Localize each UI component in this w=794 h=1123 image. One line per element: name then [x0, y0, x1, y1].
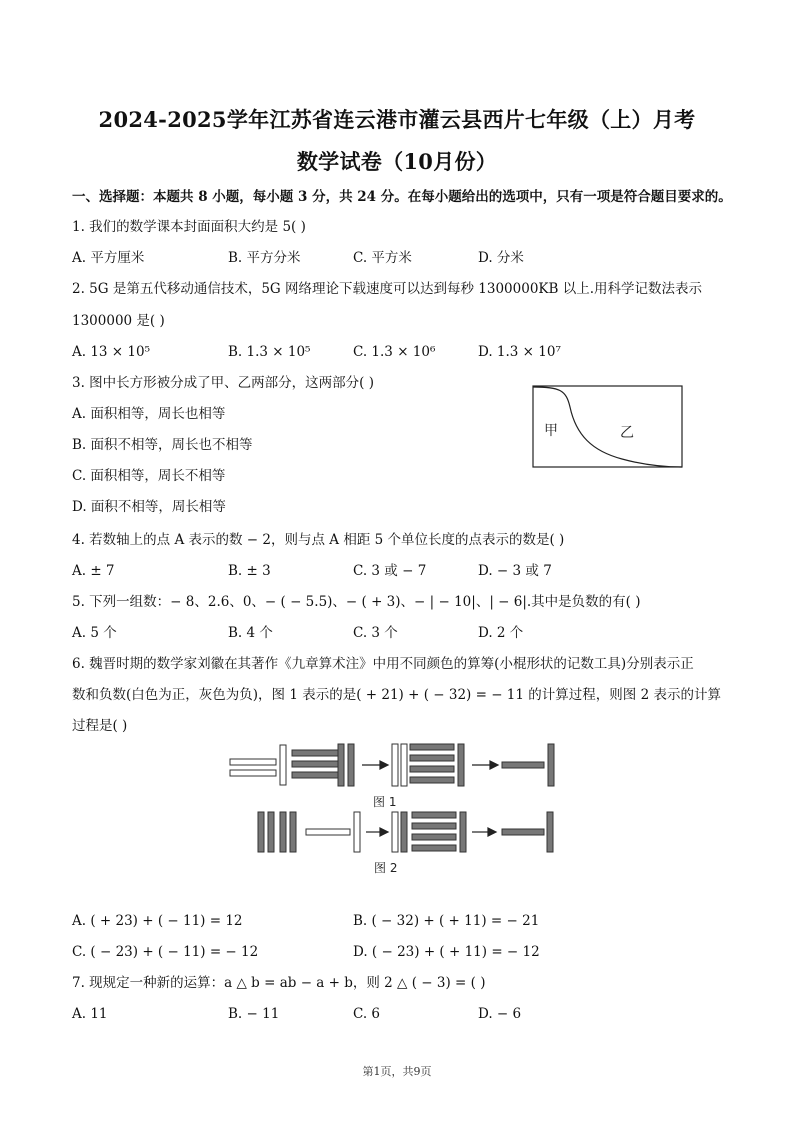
q3-option-c: C. 面积相等，周长不相等 — [72, 468, 226, 484]
q2-option-c: C. 1.3 × 10⁶ — [353, 344, 436, 360]
q2-option-d: D. 1.3 × 10⁷ — [478, 344, 561, 360]
figure-1-caption: 图 1 — [373, 795, 397, 809]
q6-option-d: D. ( − 23) + ( + 11) = − 12 — [353, 944, 540, 960]
rod-white-vertical — [354, 812, 360, 852]
q6-option-b: B. ( − 32) + ( + 11) = − 21 — [353, 913, 540, 929]
q6-figure-1 — [228, 740, 558, 810]
q3-rectangle-figure — [532, 385, 684, 469]
q5-option-d: D. 2 个 — [478, 625, 524, 641]
rod-gray-vertical — [280, 812, 286, 852]
figure-label-jia: 甲 — [544, 423, 558, 439]
exam-subtitle: 数学试卷（10月份） — [296, 149, 498, 174]
q1-option-c: C. 平方米 — [353, 250, 412, 266]
arrow-icon — [472, 828, 496, 836]
rod-white-horizontal — [306, 829, 350, 835]
rod-gray-horizontal — [412, 834, 456, 840]
rod-gray-horizontal — [292, 761, 340, 767]
rod-gray-horizontal — [410, 744, 454, 750]
rod-white-horizontal — [230, 770, 276, 776]
q7-option-b: B. − 11 — [228, 1006, 280, 1022]
q6-option-a: A. ( + 23) + ( − 11) = 12 — [72, 913, 243, 929]
q2-option-a: A. 13 × 10⁵ — [72, 344, 150, 360]
question-4-stem: 4. 若数轴上的点 A 表示的数 − 2，则与点 A 相距 5 个单位长度的点表示的数是( ) — [72, 532, 565, 548]
q7-option-d: D. − 6 — [478, 1006, 522, 1022]
question-2-stem-line2: 1300000 是( ) — [72, 313, 165, 329]
rod-white-horizontal — [230, 759, 276, 765]
rod-white-vertical — [392, 744, 398, 786]
q4-option-d: D. − 3 或 7 — [478, 563, 552, 579]
q3-option-b: B. 面积不相等，周长也不相等 — [72, 437, 253, 453]
question-6-stem-line2: 数和负数(白色为正，灰色为负)，图 1 表示的是( + 21) + ( − 32) = − 11 的计算过程，则图 2 表示的计算 — [72, 687, 721, 703]
rod-gray-horizontal — [412, 812, 456, 818]
rod-gray-horizontal — [502, 762, 544, 768]
q5-option-a: A. 5 个 — [72, 625, 117, 641]
exam-title: 2024-2025学年江苏省连云港市灌云县西片七年级（上）月考 — [98, 107, 696, 132]
section-heading: 一、选择题：本题共 8 小题，每小题 3 分，共 24 分。在每小题给出的选项中，只有一项是符合题目要求的。 — [72, 189, 732, 205]
q4-option-a: A. ± 7 — [72, 563, 115, 579]
rod-gray-vertical — [338, 744, 344, 786]
rod-white-vertical — [392, 812, 398, 852]
arrow-icon — [472, 761, 498, 769]
rod-gray-vertical — [348, 744, 354, 786]
q1-option-a: A. 平方厘米 — [72, 250, 145, 266]
rod-gray-horizontal — [502, 829, 544, 835]
page-footer: 第1页，共9页 — [362, 1065, 432, 1078]
rod-gray-vertical — [258, 812, 264, 852]
q3-option-d: D. 面积不相等，周长相等 — [72, 499, 226, 515]
rod-gray-horizontal — [412, 845, 456, 851]
figure-label-yi: 乙 — [620, 425, 634, 441]
question-6-stem-line1: 6. 魏晋时期的数学家刘徽在其著作《九章算术注》中用不同颜色的算筹(小棍形状的记数工具)分别表示正 — [72, 656, 694, 672]
q6-figure-2 — [256, 810, 556, 880]
arrow-icon — [362, 761, 388, 769]
q7-option-a: A. 11 — [72, 1006, 108, 1022]
rod-gray-vertical — [401, 812, 407, 852]
rod-gray-horizontal — [410, 766, 454, 772]
rod-gray-vertical — [460, 812, 466, 852]
question-2-stem-line1: 2. 5G 是第五代移动通信技术，5G 网络理论下载速度可以达到每秒 1300000KB 以上.用科学记数法表示 — [72, 281, 703, 297]
q1-option-b: B. 平方分米 — [228, 250, 301, 266]
rod-gray-vertical — [548, 744, 554, 786]
q4-option-c: C. 3 或 − 7 — [353, 563, 427, 579]
question-6-stem-line3: 过程是( ) — [72, 718, 128, 734]
rod-gray-horizontal — [410, 755, 454, 761]
rod-gray-horizontal — [410, 777, 454, 783]
rod-gray-vertical — [458, 744, 464, 786]
rod-gray-vertical — [547, 812, 553, 852]
rod-gray-horizontal — [292, 772, 340, 778]
q4-option-b: B. ± 3 — [228, 563, 271, 579]
question-1-stem: 1. 我们的数学课本封面面积大约是 5( ) — [72, 219, 306, 235]
question-5-stem: 5. 下列一组数：− 8、2.6、0、− ( − 5.5)、− ( + 3)、− | − 10|、| − 6|.其中是负数的有( ) — [72, 594, 641, 610]
q5-option-c: C. 3 个 — [353, 625, 398, 641]
rod-gray-horizontal — [412, 823, 456, 829]
q2-option-b: B. 1.3 × 10⁵ — [228, 344, 311, 360]
arrow-icon — [366, 828, 388, 836]
rod-gray-vertical — [290, 812, 296, 852]
rod-gray-horizontal — [292, 750, 340, 756]
q5-option-b: B. 4 个 — [228, 625, 273, 641]
rod-white-vertical — [280, 745, 286, 785]
q6-option-c: C. ( − 23) + ( − 11) = − 12 — [72, 944, 259, 960]
question-3-stem: 3. 图中长方形被分成了甲、乙两部分，这两部分( ) — [72, 375, 374, 391]
figure-2-caption: 图 2 — [374, 861, 398, 875]
q3-option-a: A. 面积相等，周长也相等 — [72, 406, 226, 422]
q1-option-d: D. 分米 — [478, 250, 524, 266]
q7-option-c: C. 6 — [353, 1006, 381, 1022]
rod-white-vertical — [401, 744, 407, 786]
question-7-stem: 7. 现规定一种新的运算：a △ b = ab − a + b，则 2 △ ( − 3) = ( ) — [72, 975, 486, 991]
rod-gray-vertical — [268, 812, 274, 852]
